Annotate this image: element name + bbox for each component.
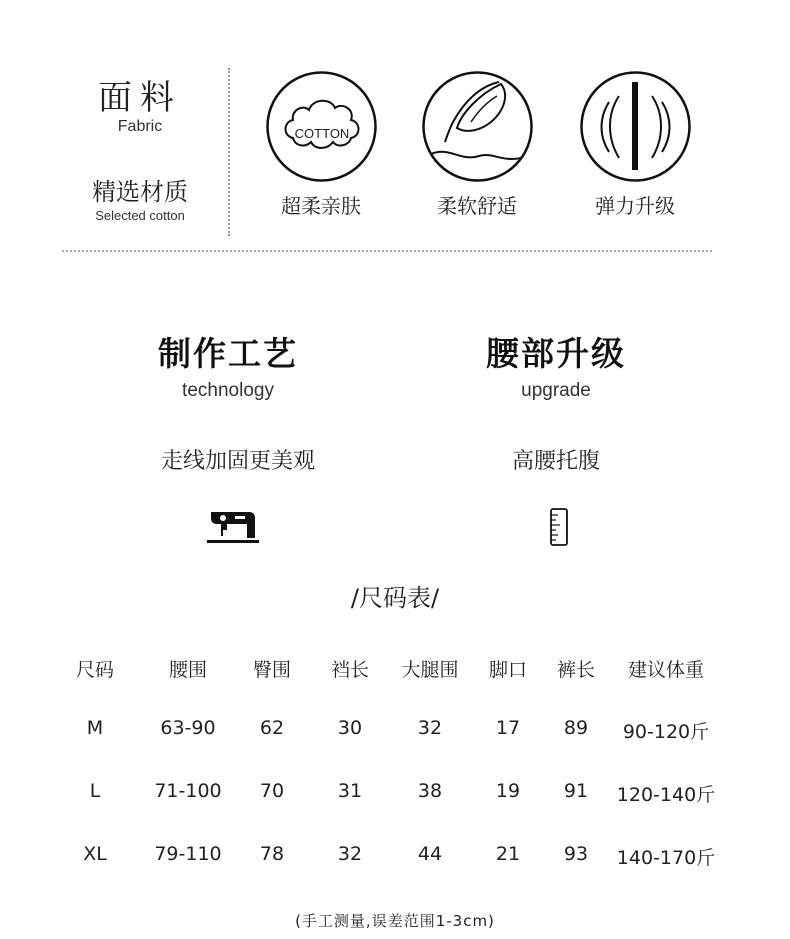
table-cell: L — [89, 780, 101, 802]
table-header-cell: 裤长 — [556, 659, 595, 681]
table-cell: 21 — [495, 843, 521, 865]
table-cell: XL — [83, 843, 107, 865]
fabric-title: 面料 — [98, 78, 182, 118]
table-header-cell: 脚口 — [488, 659, 527, 681]
fabric-selected-en: Selected cotton — [95, 208, 185, 223]
waist-title: 腰部升级 — [486, 334, 626, 373]
table-cell: 62 — [259, 717, 285, 739]
ruler-icon — [549, 507, 569, 547]
size-chart-title: /尺码表/ — [350, 584, 440, 612]
table-header-cell: 大腿围 — [401, 659, 459, 681]
fabric-selected: 精选材质 — [92, 178, 188, 206]
table-cell: 44 — [417, 843, 443, 865]
fabric-title-en: Fabric — [117, 118, 163, 135]
craft-title-en: technology — [182, 380, 274, 401]
vertical-divider — [228, 68, 230, 236]
craft-desc: 走线加固更美观 — [160, 449, 315, 474]
measurement-note: (手工测量,误差范围1-3cm) — [295, 912, 495, 930]
table-cell: 78 — [259, 843, 285, 865]
feature-label-stretch: 弹力升级 — [595, 194, 675, 218]
cotton-cloud-icon — [265, 70, 378, 183]
table-cell: M — [86, 717, 104, 739]
table-cell: 120-140斤 — [616, 784, 716, 806]
table-header-cell: 尺码 — [75, 659, 114, 681]
table-header-cell: 建议体重 — [627, 659, 704, 681]
table-cell: 30 — [337, 717, 363, 739]
table-cell: 32 — [417, 717, 443, 739]
table-cell: 79-110 — [154, 843, 222, 865]
table-cell: 89 — [563, 717, 589, 739]
table-cell: 71-100 — [154, 780, 222, 802]
craft-title: 制作工艺 — [158, 334, 298, 373]
table-cell: 32 — [337, 843, 363, 865]
table-cell: 91 — [563, 780, 589, 802]
table-cell: 31 — [337, 780, 363, 802]
table-cell: 70 — [259, 780, 285, 802]
feature-label-comfort: 柔软舒适 — [437, 194, 517, 218]
horizontal-divider — [62, 250, 712, 252]
feather-soft-icon — [421, 70, 534, 183]
table-cell: 38 — [417, 780, 443, 802]
table-header-cell: 腰围 — [168, 659, 207, 681]
sewing-machine-icon — [205, 508, 261, 546]
feature-label-soft-skin: 超柔亲肤 — [281, 194, 361, 218]
waist-title-en: upgrade — [521, 380, 591, 401]
table-cell: 140-170斤 — [616, 847, 716, 869]
table-cell: 17 — [495, 717, 521, 739]
table-cell: 63-90 — [160, 717, 216, 739]
stretch-elastic-icon — [579, 70, 692, 183]
table-cell: 19 — [495, 780, 521, 802]
cotton-icon-text: COTTON — [294, 126, 350, 141]
table-cell: 93 — [563, 843, 589, 865]
waist-desc: 高腰托腹 — [511, 449, 600, 474]
table-header-cell: 臀围 — [252, 659, 291, 681]
table-header-cell: 裆长 — [330, 659, 369, 681]
table-cell: 90-120斤 — [622, 721, 710, 743]
